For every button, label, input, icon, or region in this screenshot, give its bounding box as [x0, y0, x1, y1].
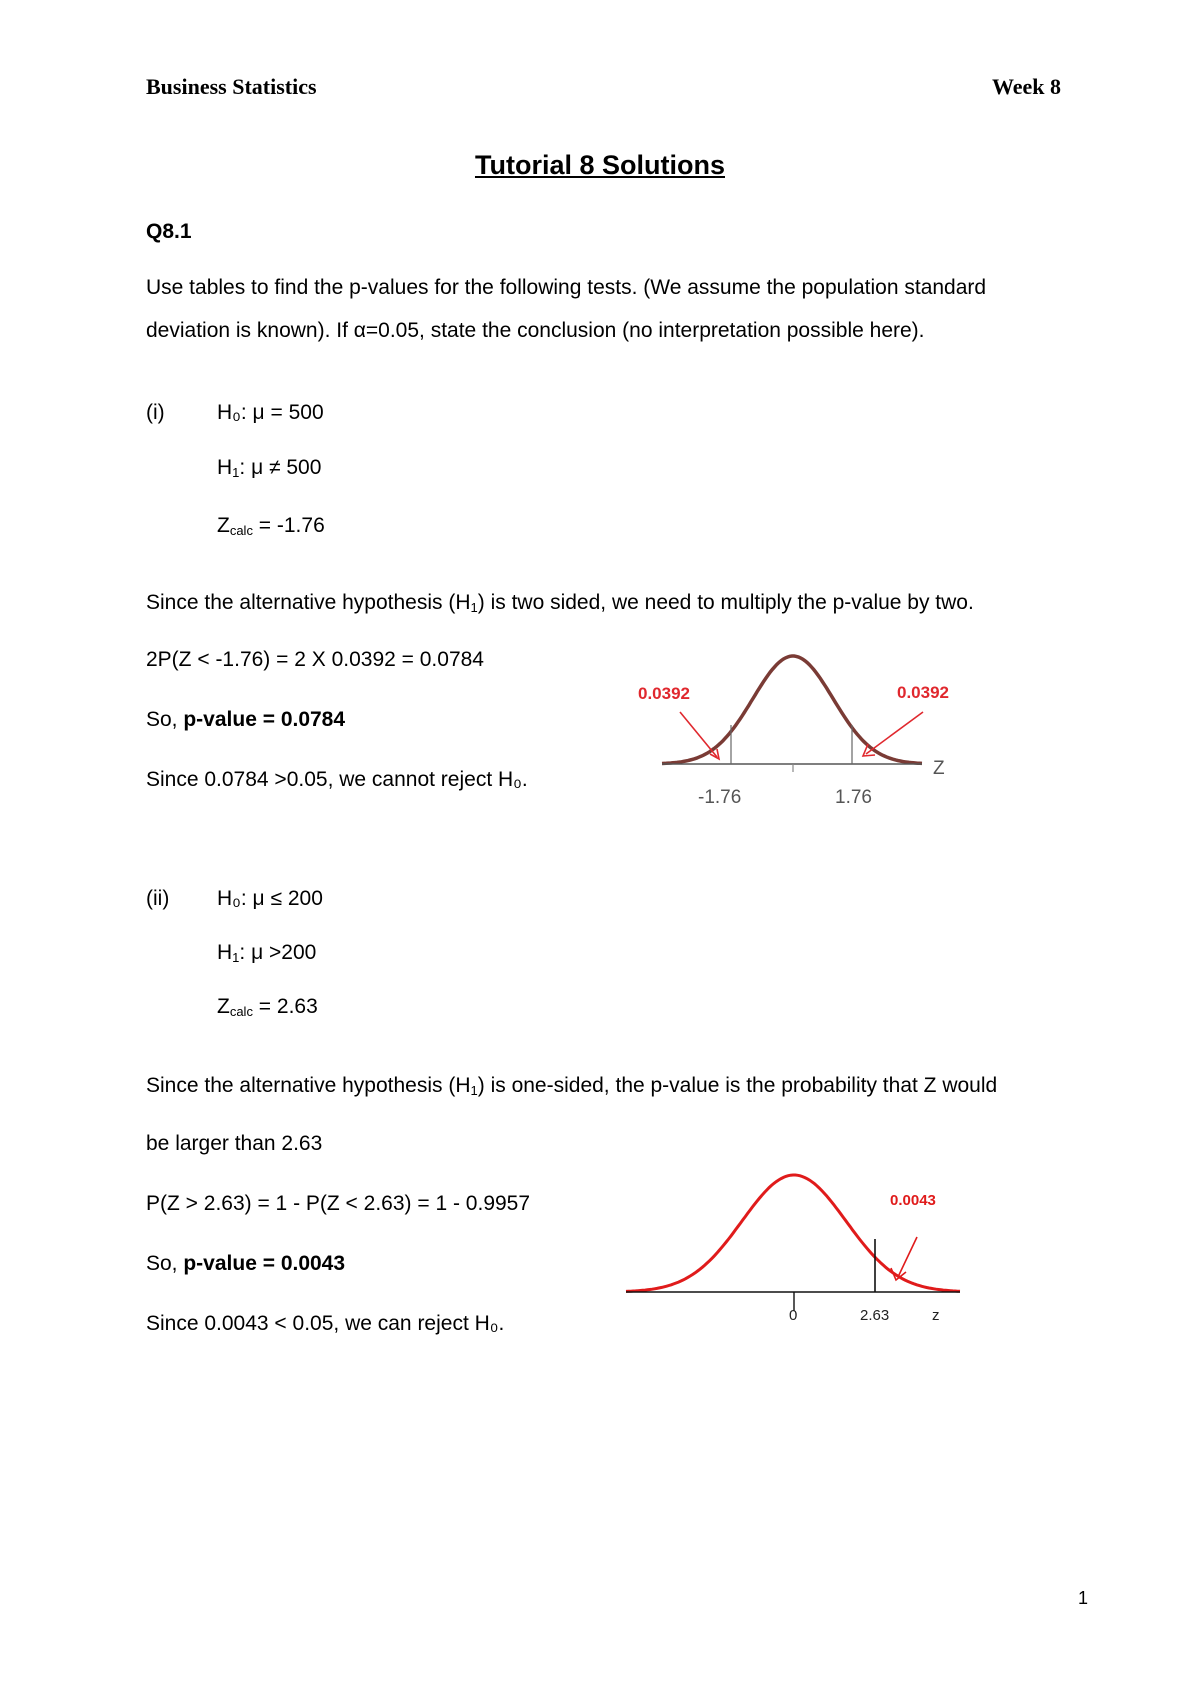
- right-tail-area-label: 0.0392: [897, 683, 949, 702]
- part-ii-h1-prefix: H: [217, 941, 233, 964]
- part-ii-expl-pre: Since the alternative hypothesis (H: [146, 1074, 471, 1097]
- part-i-h1-prefix: H: [217, 456, 233, 479]
- part-i-z-rest: = -1.76: [252, 514, 325, 537]
- part-ii-expl-post: ) is one-sided, the p-value is the probability that Z would: [477, 1074, 998, 1097]
- intro-line-2: deviation is known). If α=0.05, state the conclusion (no interpretation possible here).: [146, 319, 925, 342]
- part-i-expl-post: ) is two sided, we need to multiply the p-value by two.: [477, 591, 974, 614]
- part-ii-conclusion: Since 0.0043 < 0.05, we can reject H₀.: [146, 1312, 505, 1335]
- part-ii-zcalc: [217, 995, 318, 1019]
- part-i-h1-rest: : μ ≠ 500: [239, 456, 322, 479]
- z-axis-label: Z: [933, 758, 945, 779]
- left-tail-area-label: 0.0392: [638, 684, 690, 703]
- two-tailed-normal-figure: [630, 640, 960, 820]
- part-ii-pvalue-bold: p-value = 0.0043: [183, 1252, 346, 1275]
- part-ii-pvalue-prefix: So,: [146, 1252, 184, 1275]
- part-i-z-sub: calc: [229, 523, 253, 538]
- part-i-conclusion: Since 0.0784 >0.05, we cannot reject H₀.: [146, 768, 528, 791]
- part-i-zcalc: [217, 514, 325, 538]
- part-i-pvalue-bold: p-value = 0.0784: [183, 708, 346, 731]
- part-i-expl-pre: Since the alternative hypothesis (H: [146, 591, 471, 614]
- part-ii-z-sub: calc: [229, 1004, 253, 1019]
- tail-arrow-line: [898, 1237, 917, 1277]
- left-arrow-line: [680, 712, 717, 757]
- part-i-h1-sub: 1: [232, 465, 240, 480]
- question-label: Q8.1: [146, 220, 192, 243]
- critical-tick-label: 2.63: [860, 1307, 890, 1320]
- part-ii-explanation-line-2: be larger than 2.63: [146, 1132, 323, 1155]
- normal-curve: [662, 656, 922, 764]
- page-title: Tutorial 8 Solutions: [474, 150, 725, 180]
- page-number: 1: [1078, 1588, 1089, 1608]
- part-ii-explanation: [146, 1074, 997, 1098]
- part-ii-h1: [217, 941, 316, 965]
- part-ii-calculation: P(Z > 2.63) = 1 - P(Z < 2.63) = 1 - 0.9957: [146, 1192, 531, 1215]
- zero-tick-label: 0: [789, 1307, 798, 1320]
- part-i-h1: [217, 456, 321, 480]
- part-ii-z-rest: = 2.63: [252, 995, 318, 1018]
- one-tailed-normal-figure: [620, 1160, 970, 1320]
- part-ii-label: (ii): [146, 887, 170, 910]
- part-i-calculation: 2P(Z < -1.76) = 2 X 0.0392 = 0.0784: [146, 648, 484, 671]
- intro-line-1: Use tables to find the p-values for the following tests. (We assume the population standard: [146, 276, 987, 299]
- part-ii-expl-sub: 1: [470, 1083, 478, 1098]
- part-ii-pvalue: [146, 1252, 345, 1276]
- part-i-pvalue-prefix: So,: [146, 708, 184, 731]
- header-course: Business Statistics: [146, 74, 317, 99]
- part-ii-h0: H₀: μ ≤ 200: [217, 887, 323, 910]
- part-ii-h1-rest: : μ >200: [239, 941, 317, 964]
- part-i-expl-sub: 1: [470, 600, 478, 615]
- part-i-h0: H₀: μ = 500: [217, 401, 324, 424]
- part-i-pvalue: [146, 708, 345, 732]
- part-i-label: (i): [146, 401, 165, 424]
- header-week: Week 8: [991, 74, 1061, 99]
- part-i-explanation: [146, 591, 974, 615]
- right-arrow-line: [866, 712, 923, 754]
- tail-area-label: 0.0043: [890, 1192, 936, 1209]
- part-i-z-prefix: Z: [217, 514, 230, 537]
- z-axis-label: z: [932, 1307, 940, 1320]
- right-critical-tick-label: 1.76: [835, 787, 872, 808]
- part-ii-z-prefix: Z: [217, 995, 230, 1018]
- part-ii-h1-sub: 1: [232, 950, 240, 965]
- left-critical-tick-label: -1.76: [698, 787, 742, 808]
